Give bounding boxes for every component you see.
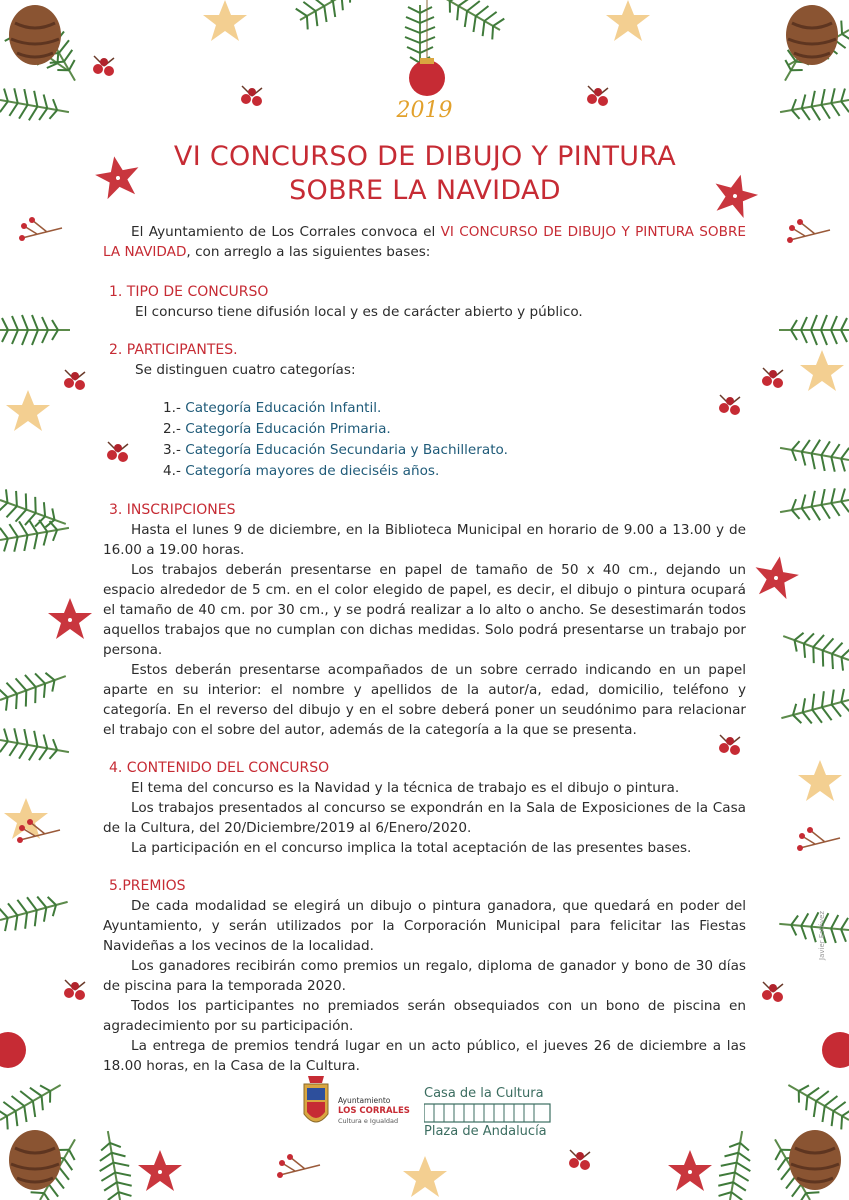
section-2-title: 2. PARTICIPANTES. [109,342,238,358]
section-5-paragraph: La entrega de premios tendrá lugar en un acto público, el jueves 26 de diciembre a las 18.00 horas, en la Casa de la Cultura. [103,1038,746,1074]
year-label: 2019 [396,98,453,123]
title-line-1: VI CONCURSO DE DIBUJO Y PINTURA [173,141,677,172]
section-2-text: Se distinguen cuatro categorías: [135,362,356,378]
category-label: Categoría mayores de dieciséis años. [185,463,440,479]
ayuntamiento-name: LOS CORRALES [338,1106,410,1116]
category-item [163,419,746,440]
ayuntamiento-department: Cultura e Igualdad [338,1117,399,1125]
section-1-title: 1. TIPO DE CONCURSO [109,284,269,300]
category-item [163,461,746,482]
bases-content [103,222,746,1076]
intro-paragraph [103,222,746,262]
section-4-paragraph: La participación en el concurso implica la total aceptación de las presentes bases. [131,840,692,856]
category-label: Categoría Educación Primaria. [185,421,391,437]
category-item [163,440,746,461]
section-5-title: 5.PREMIOS [109,878,186,894]
section-5-paragraph: De cada modalidad se elegirá un dibujo o pintura ganadora, que quedará en poder del Ayuntamiento, y serán utilizados por la Corporación Municipal para felicitar las Fiestas Navideñas a los vecinos de la localidad. [103,898,746,954]
category-number: 3.- [163,442,186,458]
category-number: 4.- [163,463,186,479]
section-4-title: 4. CONTENIDO DEL CONCURSO [109,760,330,776]
category-label: Categoría Educación Infantil. [185,400,382,416]
intro-end: , con arreglo a las siguientes bases: [186,244,431,260]
footer-logos [0,1072,849,1142]
section-3-paragraph: Estos deberán presentarse acompañados de un sobre cerrado indicando en un papel aparte en su interior: el nombre y apellidos de la autor/a, edad, domicilio, teléfono y categoría. En el reverso del dibujo y en el sobre deberá poner un seudónimo para relacionar el trabajo con el sobre del autor, además de la categoría a la que se presenta. [103,662,746,738]
casa-cultura-subtitle: Plaza de Andalucía [424,1124,547,1139]
section-3-paragraph: Los trabajos deberán presentarse en papel de tamaño de 50 x 40 cm., dejando un espacio alrededor de 5 cm. en el color elegido de papel, es decir, el dibujo o pintura ocupará el tamaño de 40 cm. por 30 cm., y se podrá realizar a lo alto o ancho. Se desestimarán todos aquellos trabajos que no cumplan con dichas medidas. Solo podrá presentarse un trabajo por persona. [103,562,746,658]
section-4-paragraph: Los trabajos presentados al concurso se expondrán en la Sala de Exposiciones de la Casa de la Cultura, del 20/Diciembre/2019 al 6/Enero/2020. [103,800,746,836]
ornament-ball-icon [409,60,445,96]
category-label: Categoría Educación Secundaria y Bachillerato. [185,442,508,458]
section-1-text: El concurso tiene difusión local y es de carácter abierto y público. [135,304,583,320]
intro-highlight: VI CONCURSO DE DIBUJO Y PINTURA SOBRE LA NAVIDAD [103,224,746,260]
casa-cultura-title: Casa de la Cultura [424,1086,544,1101]
section-3-paragraph: Hasta el lunes 9 de diciembre, en la Biblioteca Municipal en horario de 9.00 a 13.00 y de 16.00 a 19.00 horas. [103,522,746,558]
category-item [163,398,746,419]
page-title [100,140,750,208]
section-3-title: 3. INSCRIPCIONES [109,502,236,518]
section-5-paragraph: Los ganadores recibirán como premios un regalo, diploma de ganador y bono de 30 días de piscina para la temporada 2020. [103,958,746,994]
intro-text: El Ayuntamiento de Los Corrales convoca el [131,224,441,240]
ayuntamiento-label: Ayuntamiento [338,1096,391,1105]
category-list [163,398,746,482]
title-line-2: SOBRE LA NAVIDAD [289,175,561,206]
category-number: 1.- [163,400,186,416]
illustration-credit: Javier Estévez [818,910,826,960]
section-5-paragraph: Todos los participantes no premiados serán obsequiados con un bono de piscina en agradecimiento por su participación. [103,998,746,1034]
section-4-paragraph: El tema del concurso es la Navidad y la técnica de trabajo es el dibujo o pintura. [131,780,680,796]
category-number: 2.- [163,421,186,437]
